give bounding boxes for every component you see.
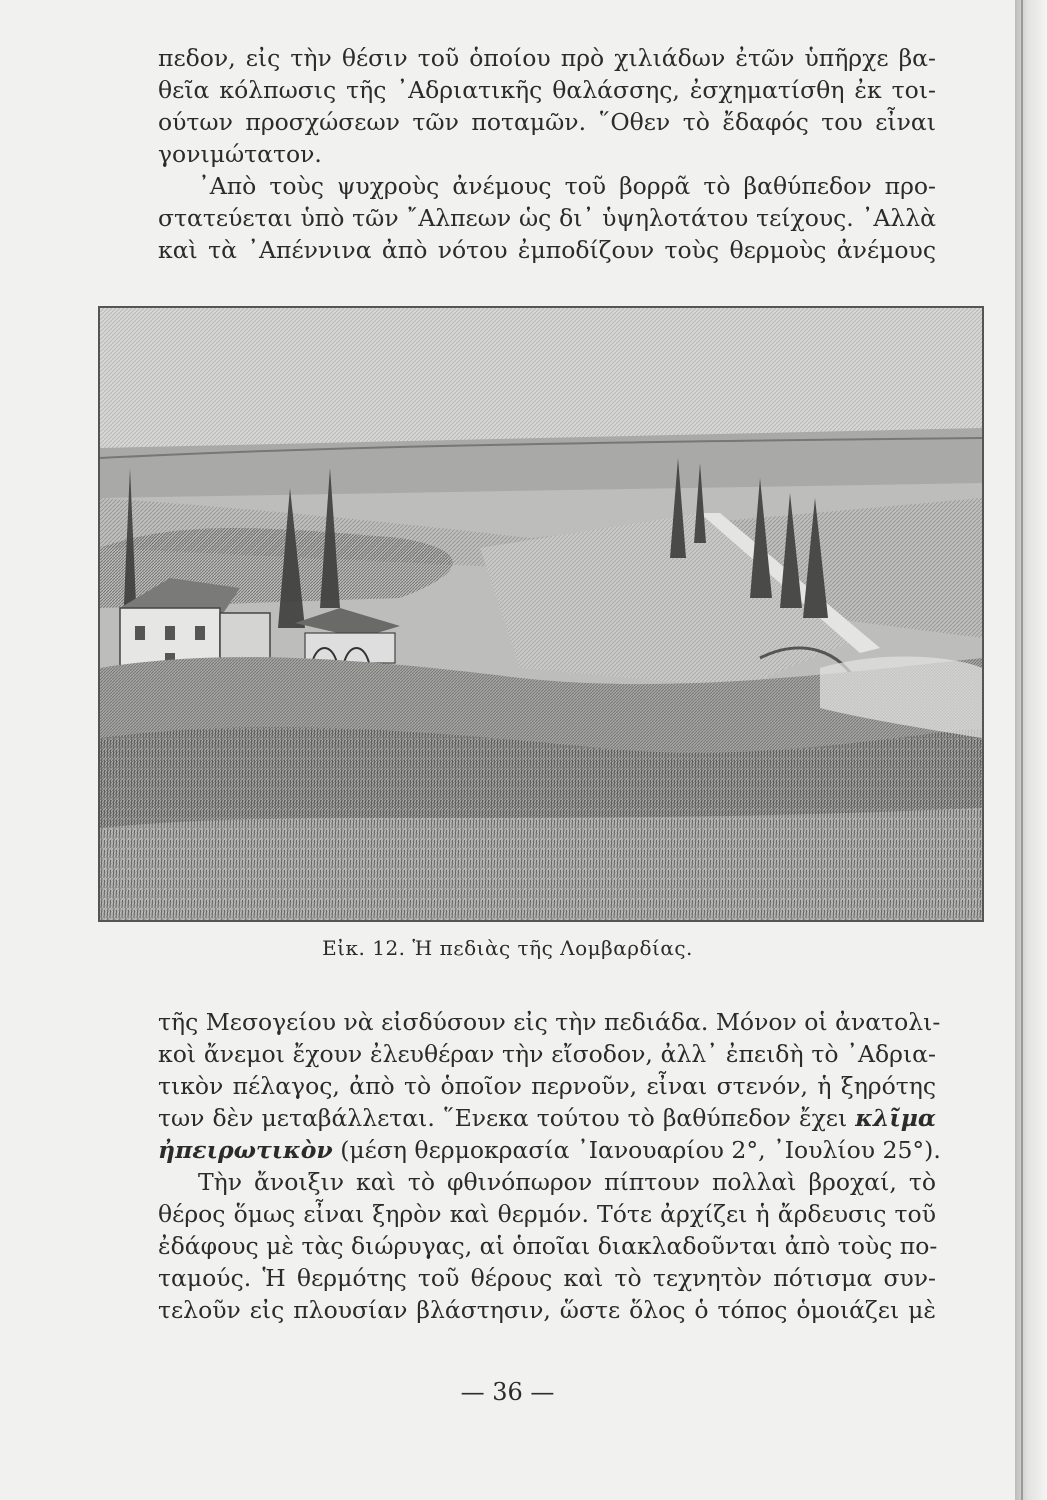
text-line: ταμούς. Ἡ θερμότης τοῦ θέρους καὶ τὸ τεχνητὸν πότισμα συν-: [158, 1264, 936, 1292]
figure-lombardy-plain-engraving: [98, 306, 984, 922]
text-line: καὶ τὰ ᾿Απέννινα ἀπὸ νότου ἐμποδίζουν τοὺς θερμοὺς ἀνέμους: [158, 236, 936, 264]
text-line: [158, 1102, 936, 1134]
text-line: τικὸν πέλαγος, ἀπὸ τὸ ὁποῖον περνοῦν, εἶναι στενόν, ἡ ξηρότης: [158, 1072, 936, 1100]
line-text: (μέση θερμοκρασία ᾿Ιανουαρίου 2°, ᾿Ιουλίου 25°).: [340, 1136, 941, 1164]
text-line: στατεύεται ὑπὸ τῶν ῎Αλπεων ὡς δι᾿ ὑψηλοτάτου τείχους. ᾿Αλλὰ: [158, 204, 936, 232]
figure-caption: Εἰκ. 12. Ἡ πεδιὰς τῆς Λομβαρδίας.: [322, 936, 693, 960]
text-line: κοὶ ἄνεμοι ἔχουν ἐλευθέραν τὴν εἴσοδον, ἀλλ᾿ ἐπειδὴ τὸ ᾿Αδρια-: [158, 1040, 936, 1068]
text-line: τελοῦν εἰς πλουσίαν βλάστησιν, ὥστε ὅλος ὁ τόπος ὁμοιάζει μὲ: [158, 1296, 936, 1324]
bold-term-klima: κλῖμα: [855, 1104, 936, 1132]
page-binding-edge: [1015, 0, 1047, 1500]
text-line: θέρος ὅμως εἶναι ξηρὸν καὶ θερμόν. Τότε ἀρχίζει ἡ ἄρδευσις τοῦ: [158, 1200, 936, 1228]
top-text-block: [158, 42, 936, 266]
bottom-text-block: [158, 1006, 941, 1326]
line-text: των δὲν μεταβάλλεται. ῞Ενεκα τούτου τὸ βαθύπεδον ἔχει: [158, 1104, 848, 1132]
text-line: ᾿Απὸ τοὺς ψυχροὺς ἀνέμους τοῦ βορρᾶ τὸ βαθύπεδον προ-: [198, 172, 936, 200]
text-line: θεῖα κόλπωσις τῆς ᾿Αδριατικῆς θαλάσσης, ἐσχηματίσθη ἐκ τοι-: [158, 76, 936, 104]
text-line: [158, 1134, 941, 1166]
text-line: ἐδάφους μὲ τὰς διώρυγας, αἱ ὁποῖαι διακλαδοῦνται ἀπὸ τοὺς πο-: [158, 1232, 938, 1260]
text-line: γονιμώτατον.: [158, 140, 322, 168]
text-line: τῆς Μεσογείου νὰ εἰσδύσουν εἰς τὴν πεδιάδα. Μόνον οἱ ἀνατολι-: [158, 1008, 941, 1036]
bold-term-ipeirotikon: ἠπειρωτικὸν: [158, 1136, 333, 1164]
landscape-illustration: [100, 308, 982, 920]
text-line: ούτων προσχώσεων τῶν ποταμῶν. ῞Οθεν τὸ ἔδαφός του εἶναι: [158, 108, 936, 136]
page-number: — 36 —: [460, 1378, 555, 1406]
text-line: Τὴν ἄνοιξιν καὶ τὸ φθινόπωρον πίπτουν πολλαὶ βροχαί, τὸ: [198, 1168, 936, 1196]
text-line: πεδον, εἰς τὴν θέσιν τοῦ ὁποίου πρὸ χιλιάδων ἐτῶν ὑπῆρχε βα-: [158, 44, 936, 72]
